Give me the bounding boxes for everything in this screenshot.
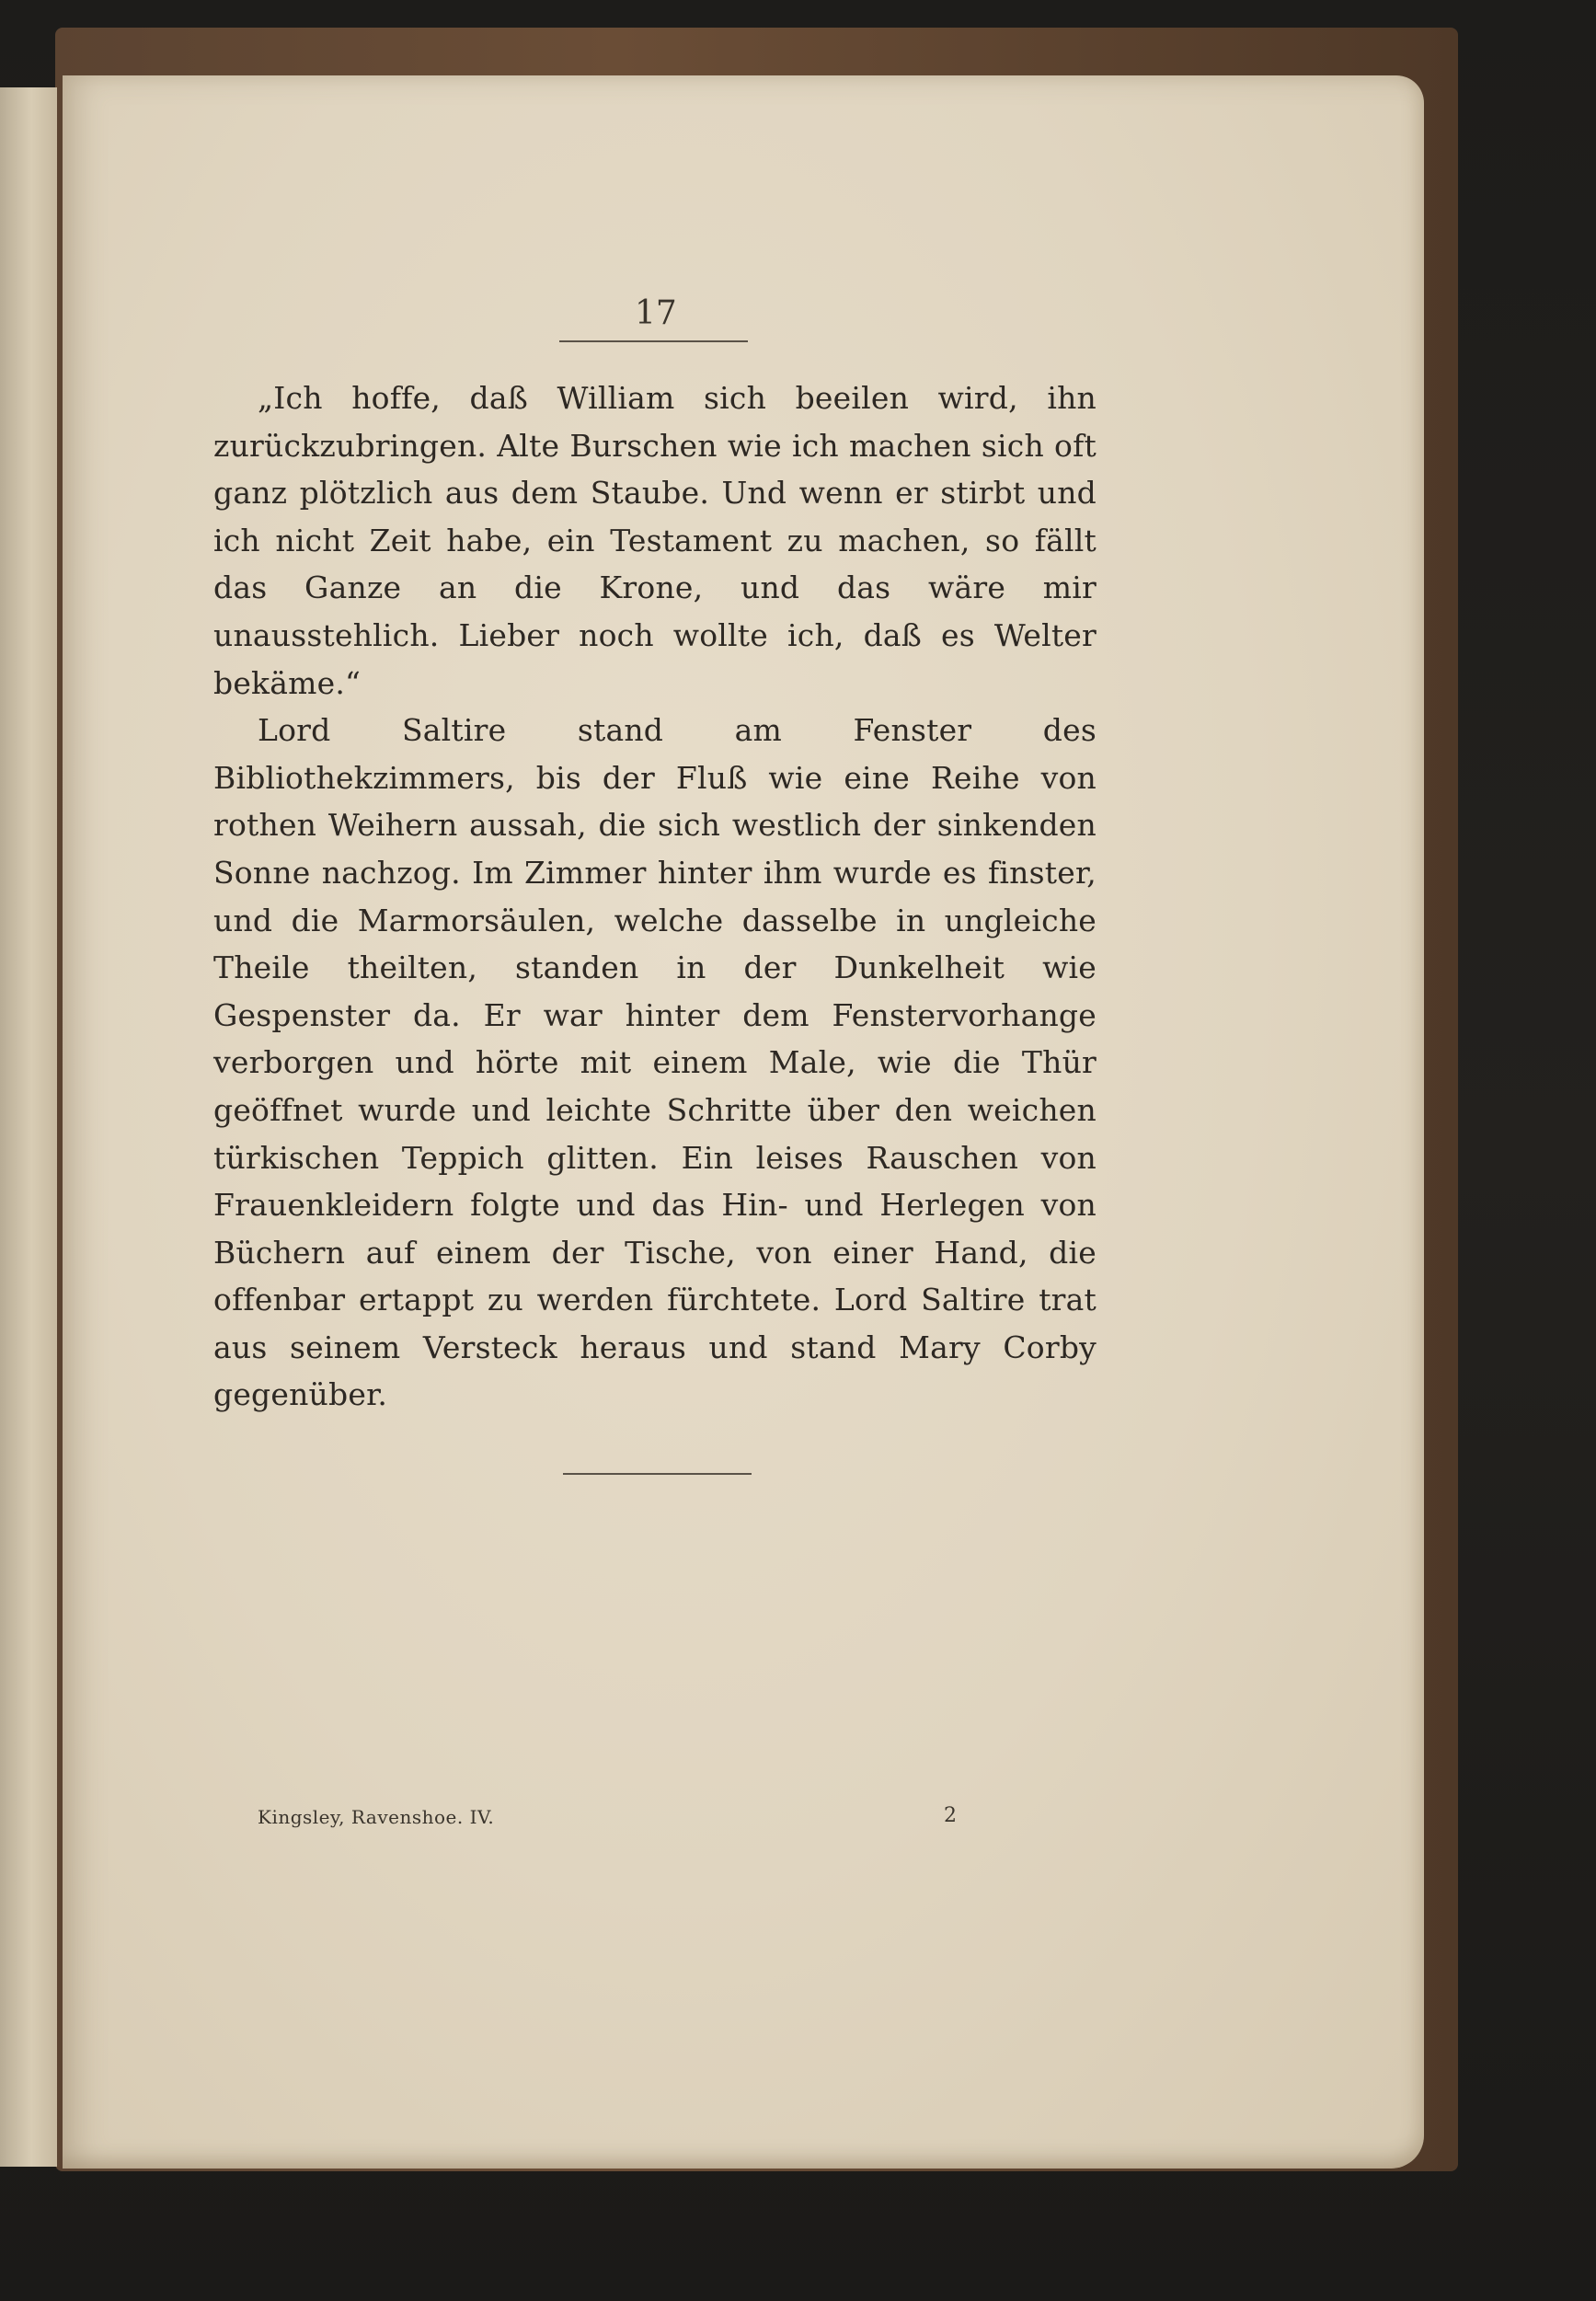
paragraph-2: Lord Saltire stand am Fenster des Bibliothekzimmers, bis der Fluß wie eine Reihe von rothen Weihern aussah, die sich westlich der sinkenden Sonne nachzog. Im Zimmer hinter ihm wurde es finster, und die Marmorsäulen, welche dasselbe in ungleiche Theile theilten, standen in der Dunkelheit wie Gespenster da. Er war hinter dem Fenstervorhange verborgen und hörte mit einem Male, wie die Thür geöffnet wurde und leichte Schritte über den weichen türkischen Teppich glitten. Ein leises Rauschen von Frauenkleidern folgte und das Hin- und Herlegen von Büchern auf einem der Tische, von einer Hand, die offenbar ertappt zu werden fürchtete. Lord Saltire trat aus seinem Versteck heraus und stand Mary Corby gegenüber. xyxy=(213,712,1097,1413)
page-number: 17 xyxy=(635,294,677,332)
facing-page-edge xyxy=(0,87,57,2167)
footer-signature: Kingsley, Ravenshoe. IV. xyxy=(258,1806,495,1828)
footer-sheet-number: 2 xyxy=(944,1804,957,1827)
end-rule xyxy=(563,1473,752,1475)
body-text xyxy=(213,374,1097,1419)
header-rule xyxy=(559,340,748,342)
paragraph-1: „Ich hoffe, daß William sich beeilen wird, ihn zurückzubringen. Alte Burschen wie ich machen sich oft ganz plötzlich aus dem Staube. Und wenn er stirbt und ich nicht Zeit habe, ein Testament zu machen, so fällt das Ganze an die Krone, und das wäre mir unausstehlich. Lieber noch wollte ich, daß es Welter bekäme.“ xyxy=(213,380,1097,701)
